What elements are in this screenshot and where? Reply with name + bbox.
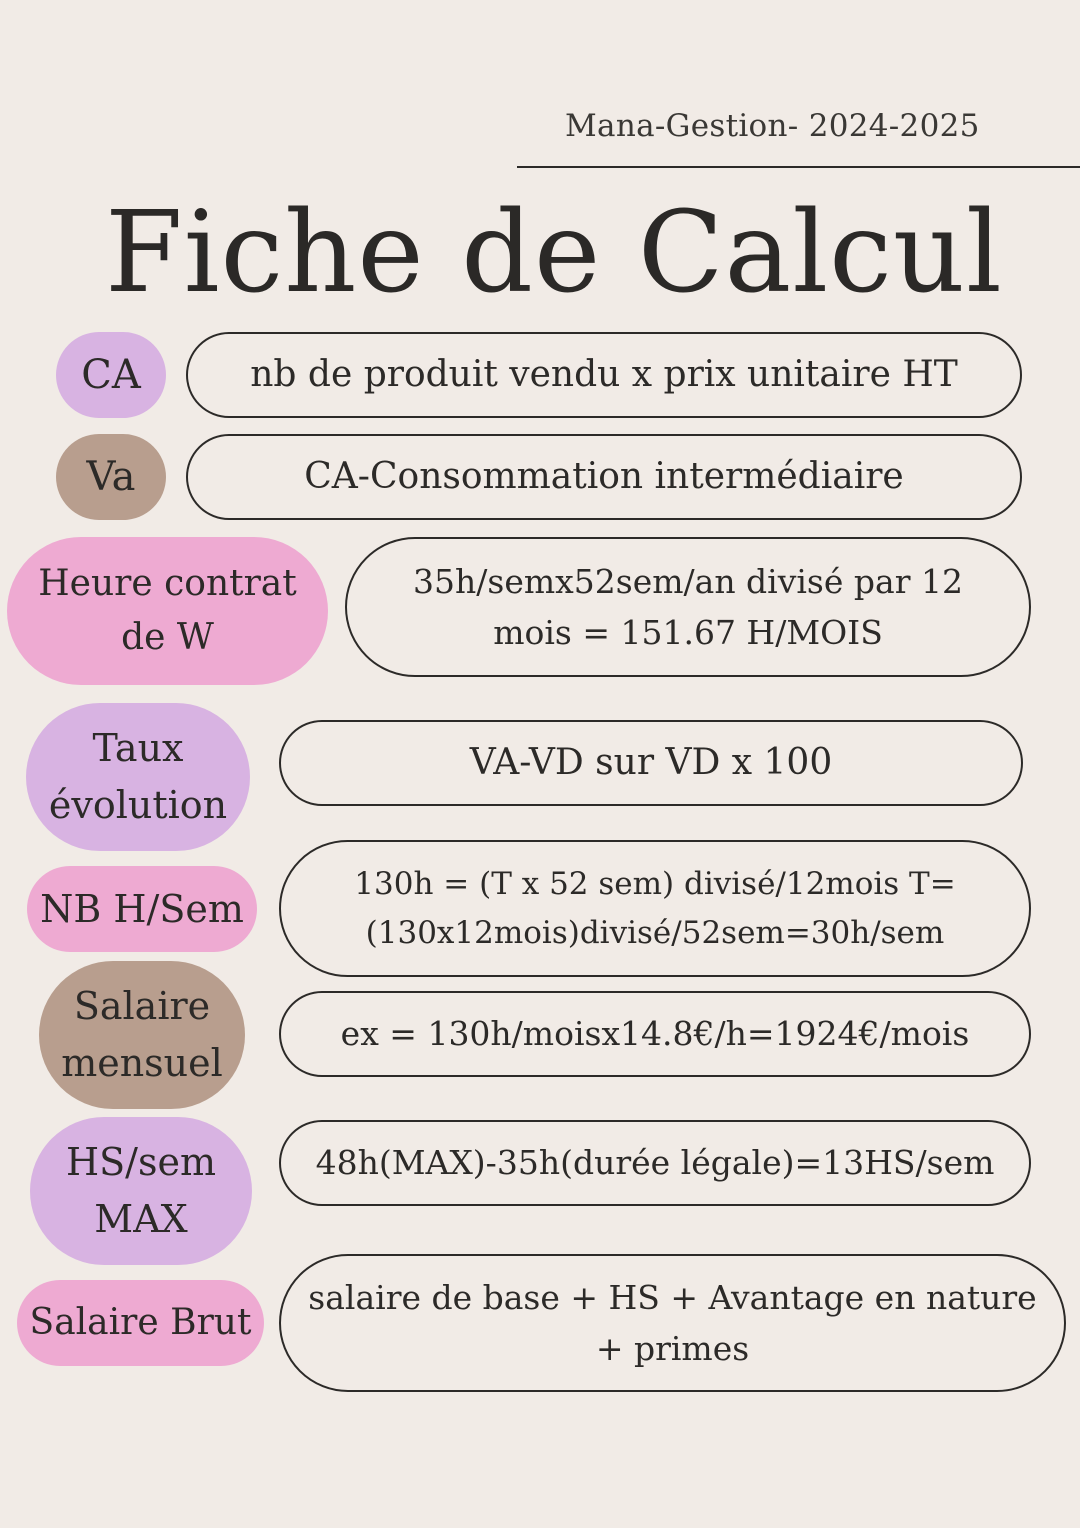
header-label: Mana-Gestion- 2024-2025: [565, 108, 980, 144]
label-taux-evolution: Taux évolution: [26, 703, 250, 851]
formula-salaire-mensuel: ex = 130h/moisx14.8€/h=1924€/mois: [279, 991, 1031, 1077]
formula-va: CA-Consommation intermédiaire: [186, 434, 1022, 520]
header-rule: [517, 166, 1080, 168]
formula-heure-contrat: 35h/semx52sem/an divisé par 12 mois = 151.67 H/MOIS: [345, 537, 1031, 677]
label-hs-sem-max: HS/sem MAX: [30, 1117, 252, 1265]
formula-ca: nb de produit vendu x prix unitaire HT: [186, 332, 1022, 418]
label-salaire-mensuel: Salaire mensuel: [39, 961, 245, 1109]
label-nb-h-sem: NB H/Sem: [27, 866, 257, 952]
label-va: Va: [56, 434, 166, 520]
label-salaire-brut: Salaire Brut: [17, 1280, 264, 1366]
formula-nb-h-sem: 130h = (T x 52 sem) divisé/12mois T=(130x12mois)divisé/52sem=30h/sem: [279, 840, 1031, 977]
page-title: Fiche de Calcul: [105, 188, 1003, 318]
formula-hs-sem-max: 48h(MAX)-35h(durée légale)=13HS/sem: [279, 1120, 1031, 1206]
formula-salaire-brut: salaire de base + HS + Avantage en nature + primes: [279, 1254, 1066, 1392]
label-heure-contrat: Heure contrat de W: [7, 537, 328, 685]
label-ca: CA: [56, 332, 166, 418]
formula-taux-evolution: VA-VD sur VD x 100: [279, 720, 1023, 806]
